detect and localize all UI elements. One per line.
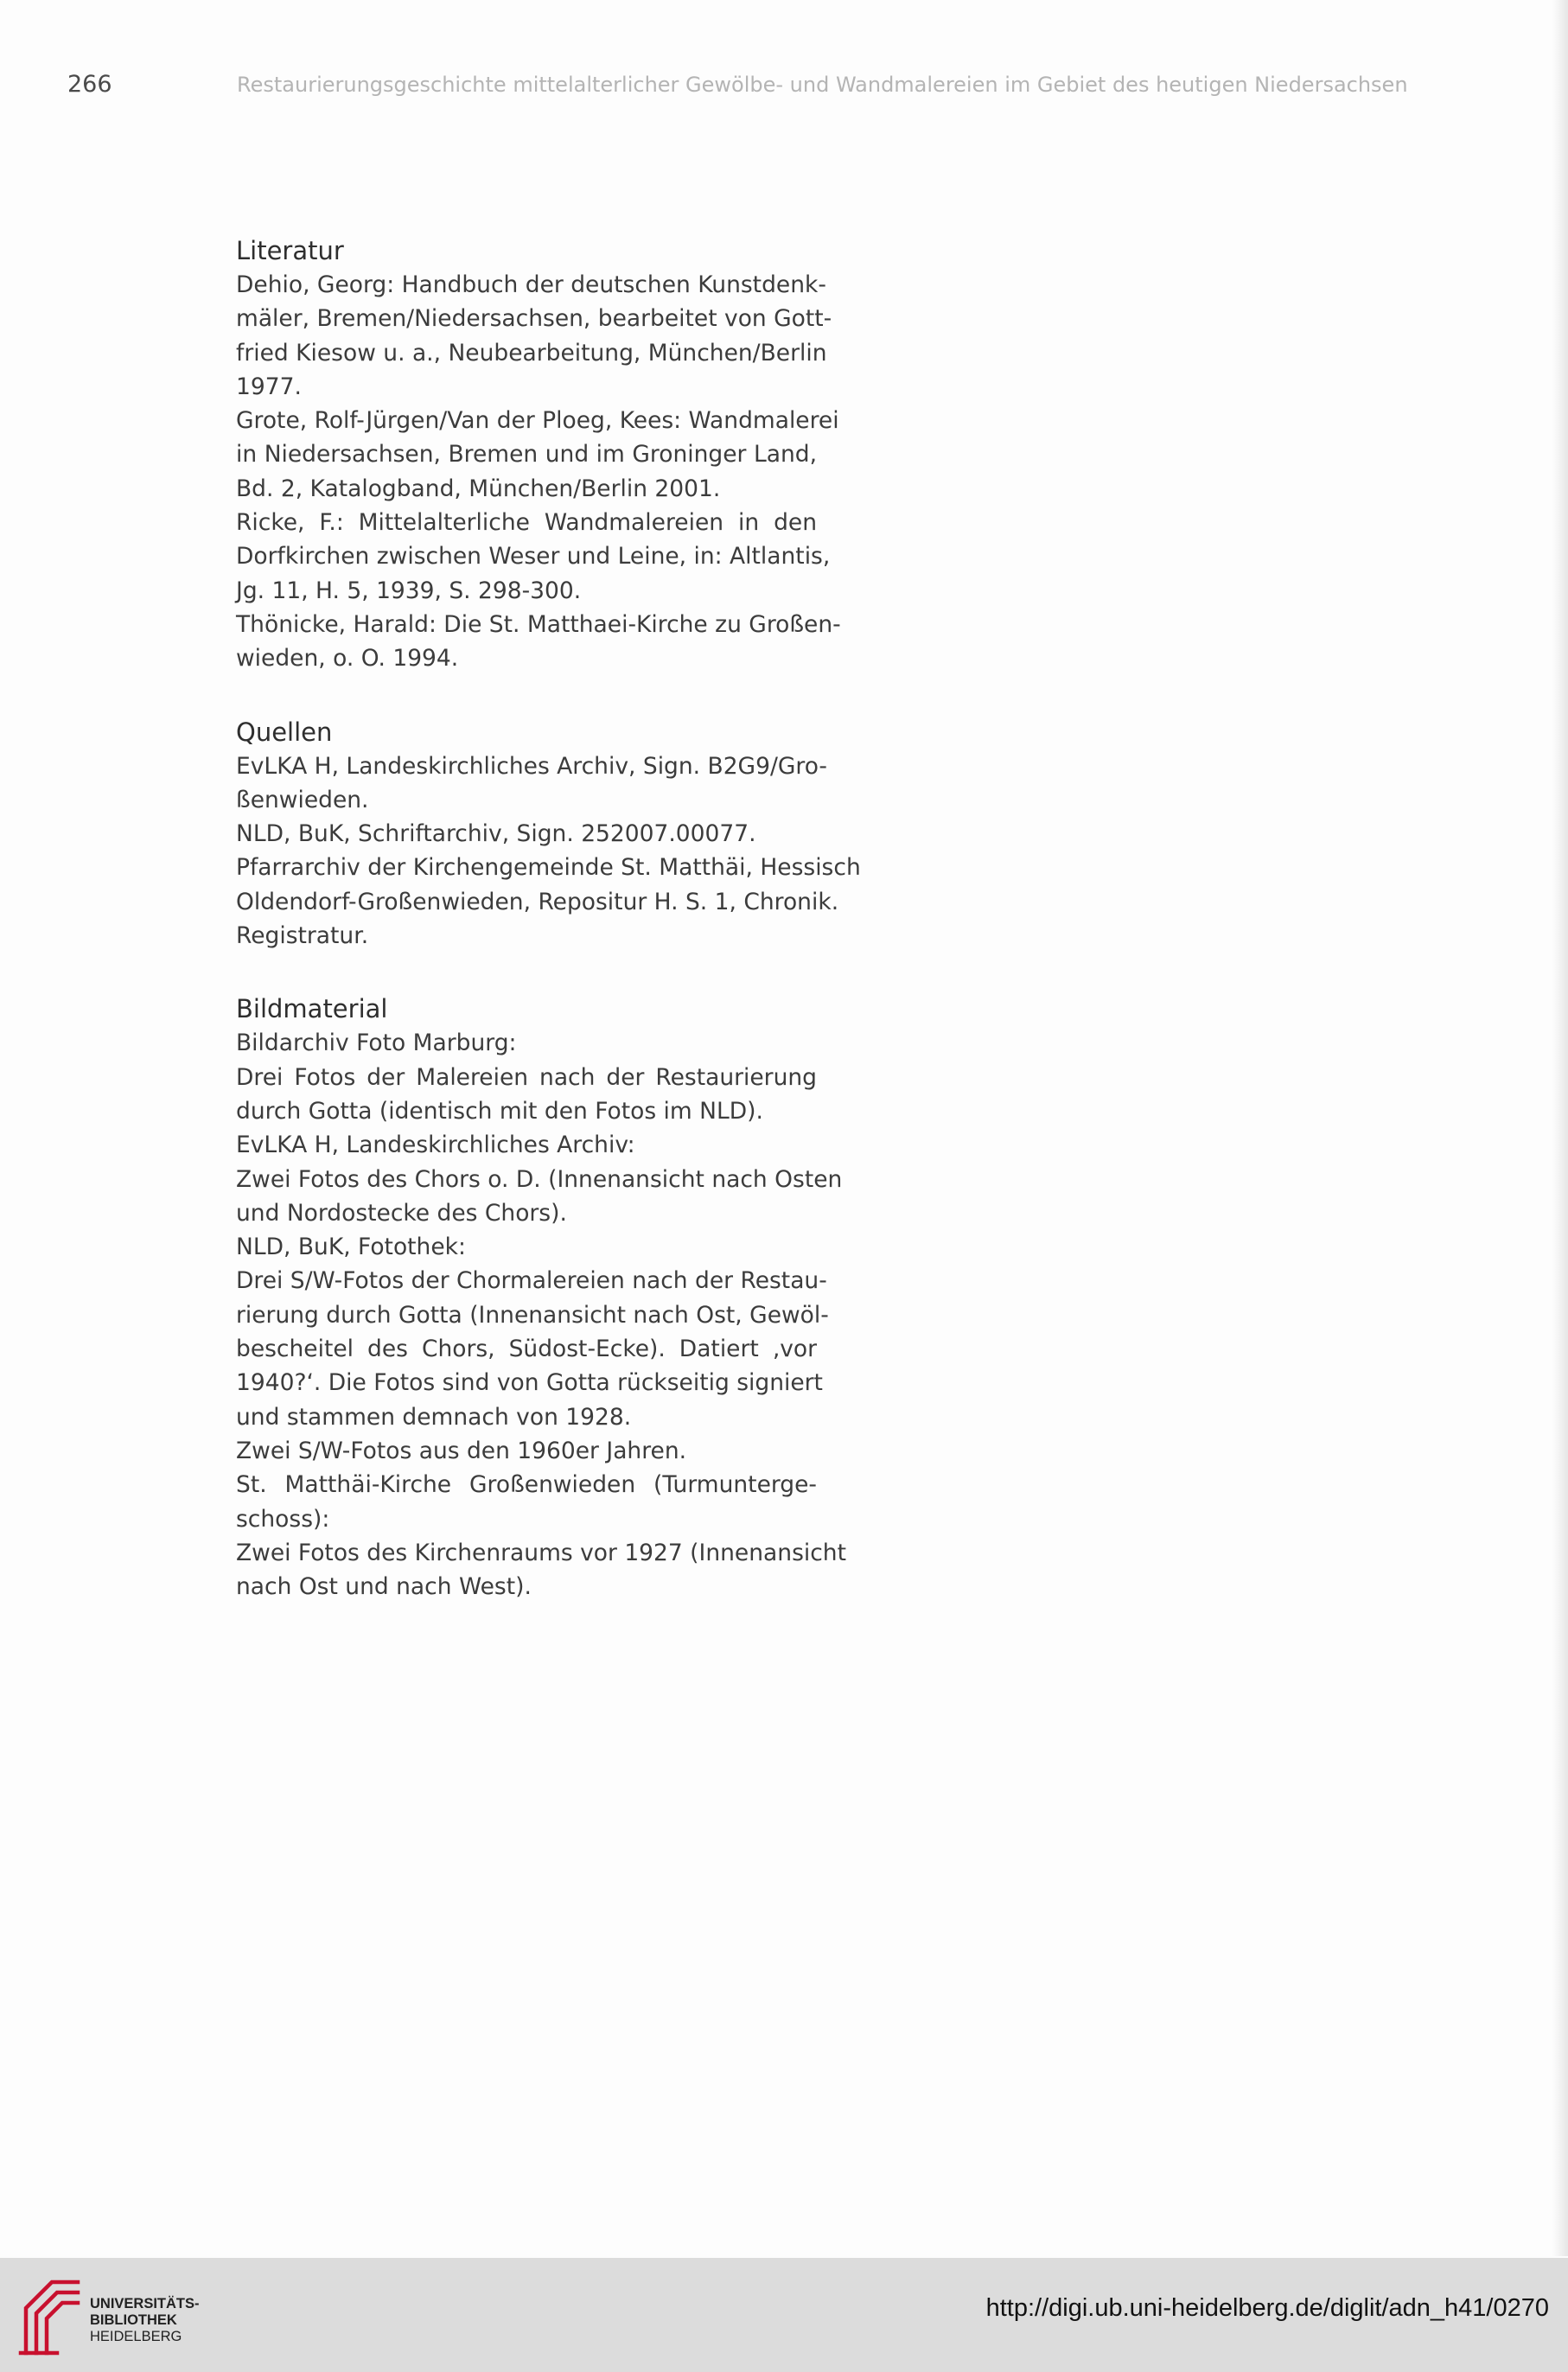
text-line: Jg. 11, H. 5, 1939, S. 298-300. [236, 577, 582, 604]
text-line: Drei S/W-Fotos der Chormalereien nach der Restau- [236, 1267, 827, 1295]
library-name-line-3: HEIDELBERG [90, 2329, 182, 2344]
text-line: Registratur. [236, 922, 369, 950]
text-line: Pfarrarchiv der Kirchengemeinde St. Matthäi, Hessisch [236, 854, 861, 882]
ub-heidelberg-logo [17, 2273, 86, 2356]
page-edge-shadow [1552, 0, 1568, 2256]
page-header [67, 71, 1537, 105]
text-line: Dehio, Georg: Handbuch der deutschen Kunstdenk- [236, 271, 826, 298]
text-line: 1940?‘. Die Fotos sind von Gotta rückseitig signiert [236, 1369, 823, 1397]
text-line: EvLKA H, Landeskirchliches Archiv: [236, 1132, 635, 1159]
section-bildmaterial [236, 992, 846, 1604]
text-line: rierung durch Gotta (Innenansicht nach Ost, Gewöl- [236, 1301, 829, 1329]
text-line: NLD, BuK, Fotothek: [236, 1234, 466, 1261]
library-name [90, 2296, 200, 2345]
text-line: Dorfkirchen zwischen Weser und Leine, in: Altlantis, [236, 543, 831, 571]
text-line: bescheitel des Chors, Südost-Ecke). Datiert ‚vor [236, 1336, 817, 1363]
text-line: wieden, o. O. 1994. [236, 645, 459, 673]
text-line: ßenwieden. [236, 786, 369, 813]
section-literatur [236, 233, 841, 676]
text-line: Bildarchiv Foto Marburg: [236, 1030, 517, 1057]
text-line: Grote, Rolf-Jürgen/Van der Ploeg, Kees: Wandmalerei [236, 407, 839, 435]
library-name-line-2: BIBLIOTHEK [90, 2312, 177, 2328]
text-line: und Nordostecke des Chors). [236, 1199, 567, 1227]
text-line: NLD, BuK, Schriftarchiv, Sign. 252007.00077. [236, 820, 756, 848]
text-line: Bd. 2, Katalogband, München/Berlin 2001. [236, 475, 721, 502]
text-line: durch Gotta (identisch mit den Fotos im NLD). [236, 1097, 763, 1125]
text-line: Zwei Fotos des Kirchenraums vor 1927 (Innenansicht [236, 1539, 846, 1566]
text-line: Zwei S/W-Fotos aus den 1960er Jahren. [236, 1437, 687, 1464]
source-url[interactable]: http://digi.ub.uni-heidelberg.de/diglit/adn_h41/0270 [985, 2294, 1549, 2322]
section-heading: Bildmaterial [236, 994, 388, 1024]
text-line: Ricke, F.: Mittelalterliche Wandmalereien in den [236, 509, 817, 537]
text-line: 1977. [236, 373, 302, 400]
text-line: nach Ost und nach West). [236, 1573, 532, 1601]
text-line: Drei Fotos der Malereien nach der Restaurierung [236, 1063, 817, 1091]
text-line: in Niedersachsen, Bremen und im Groninger Land, [236, 441, 817, 469]
running-title: Restaurierungsgeschichte mittelalterlicher Gewölbe- und Wandmalereien im Gebiet des heutigen Niedersachsen [237, 73, 1408, 97]
text-line: fried Kiesow u. a., Neubearbeitung, München/Berlin [236, 339, 827, 367]
text-line: und stammen demnach von 1928. [236, 1403, 632, 1431]
library-name-line-1: UNIVERSITÄTS- [90, 2296, 200, 2311]
text-column [236, 233, 861, 1642]
text-line: mäler, Bremen/Niedersachsen, bearbeitet von Gott- [236, 305, 832, 333]
digitization-footer [0, 2258, 1568, 2372]
text-line: EvLKA H, Landeskirchliches Archiv, Sign. B2G9/Gro- [236, 752, 827, 780]
text-line: Oldendorf-Großenwieden, Repositur H. S. 1, Chronik. [236, 888, 839, 915]
section-heading: Literatur [236, 236, 344, 265]
section-heading: Quellen [236, 717, 333, 747]
text-line: schoss): [236, 1505, 330, 1533]
text-line: Thönicke, Harald: Die St. Matthaei-Kirche zu Großen- [236, 610, 841, 638]
text-line: Zwei Fotos des Chors o. D. (Innenansicht nach Osten [236, 1165, 843, 1193]
text-line: St. Matthäi-Kirche Großenwieden (Turmunterge- [236, 1471, 817, 1499]
section-quellen [236, 715, 861, 953]
page-number: 266 [67, 71, 112, 98]
